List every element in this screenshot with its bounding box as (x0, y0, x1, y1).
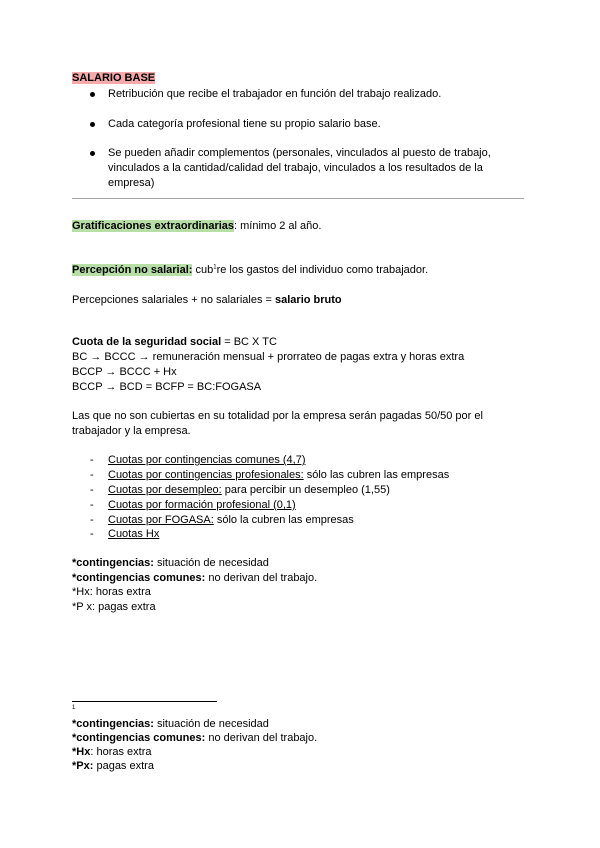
footnote-term: *contingencias: (72, 718, 154, 730)
list-item (108, 468, 449, 482)
salario-base-bullet-3-line-1: Se pueden añadir complementos (personales, vinculados al puesto de trabajo, (108, 147, 491, 159)
dash-marker: - (90, 469, 94, 481)
cuota-desc: sólo la cubren las empresas (213, 514, 354, 526)
list-item (108, 527, 159, 541)
footnote-text: pagas extra (93, 760, 154, 772)
percepcion-line (72, 263, 428, 277)
list-item (108, 483, 390, 497)
cuota-link[interactable]: Cuotas por contingencias comunes (4,7) (108, 454, 306, 466)
cuota-line-2: BCCP → BCCC + Hx (72, 366, 177, 378)
note-term: *contingencias comunes: (72, 572, 206, 584)
cuota-link[interactable]: Cuotas por FOGASA: (108, 514, 214, 526)
gratificaciones-label: Gratificaciones extraordinarias (72, 220, 235, 232)
footnote-line (72, 717, 269, 731)
salario-base-bullet-3-line-3: empresa) (108, 177, 155, 189)
footnote-marker: 1 (72, 705, 76, 711)
footnote-line (72, 731, 317, 745)
percepcion-text-a: cub (192, 264, 214, 276)
note-term: *contingencias: (72, 557, 154, 569)
cuota-label: Cuota de la seguridad social (72, 336, 222, 348)
note-text: no derivan del trabajo. (205, 572, 318, 584)
cubiertas-line-2: trabajador y la empresa. (72, 425, 191, 437)
salario-base-title: SALARIO BASE (72, 72, 156, 84)
salario-base-bullet-2: Cada categoría profesional tiene su propio salario base. (108, 118, 381, 130)
footnote-line (72, 745, 151, 759)
percepcion-label: Percepción no salarial: (72, 264, 193, 276)
cuota-line-3: BCCP → BCD = BCFP = BC:FOGASA (72, 381, 262, 393)
percepciones-line (72, 293, 342, 307)
note-line (72, 571, 317, 585)
note-text: situación de necesidad (153, 557, 269, 569)
cuota-formula: = BC X TC (221, 336, 277, 348)
cuota-line-1: BC → BCCC → remuneración mensual + prorrateo de pagas extra y horas extra (72, 351, 465, 363)
dash-marker: - (90, 514, 94, 526)
footnote-term: *contingencias comunes: (72, 732, 206, 744)
bullet-dot (90, 122, 95, 127)
footnote-separator (72, 701, 217, 702)
cuota-desc: sólo las cubren las empresas (303, 469, 450, 481)
salario-base-bullet-3-line-2: vinculados a la cantidad/calidad del trabajo, vinculados a los resultados de la (108, 162, 483, 174)
footnote-text: situación de necesidad (153, 718, 269, 730)
footnote-reference[interactable]: 1 (213, 264, 217, 271)
note-text: *P x: pagas extra (72, 601, 156, 613)
dash-marker: - (90, 499, 94, 511)
cubiertas-line-1: Las que no son cubiertas en su totalidad por la empresa serán pagadas 50/50 por el (72, 410, 483, 422)
bullet-dot (90, 92, 95, 97)
cuota-desc: para percibir un desempleo (1,55) (221, 484, 390, 496)
dash-marker: - (90, 528, 94, 540)
cuota-heading-line (72, 335, 277, 349)
list-item (108, 498, 296, 512)
salario-base-heading (72, 71, 155, 85)
percepciones-text: Percepciones salariales + no salariales = (72, 294, 276, 306)
note-text: *Hx: horas extra (72, 586, 151, 598)
percepcion-text-b: re los gastos del individuo como trabajador. (216, 264, 429, 276)
horizontal-rule (72, 198, 524, 199)
salario-bruto: salario bruto (275, 294, 342, 306)
cuota-link[interactable]: Cuotas Hx (108, 528, 160, 540)
dash-marker: - (90, 484, 94, 496)
bullet-dot (90, 151, 95, 156)
gratificaciones-line (72, 219, 321, 233)
cuota-link[interactable]: Cuotas por formación profesional (0,1) (108, 499, 296, 511)
footnote-term: *Hx (72, 746, 91, 758)
cuota-link[interactable]: Cuotas por desempleo: (108, 484, 222, 496)
list-item (108, 513, 354, 527)
note-line (72, 600, 156, 614)
footnote-line (72, 759, 154, 773)
note-line (72, 556, 269, 570)
cuota-link[interactable]: Cuotas por contingencias profesionales: (108, 469, 304, 481)
salario-base-bullet-1: Retribución que recibe el trabajador en función del trabajo realizado. (108, 88, 442, 100)
gratificaciones-text: : mínimo 2 al año. (234, 220, 322, 232)
note-line (72, 585, 151, 599)
list-item (108, 453, 306, 467)
dash-marker: - (90, 454, 94, 466)
footnote-text: no derivan del trabajo. (205, 732, 318, 744)
footnote-term: *Px: (72, 760, 94, 772)
footnote-text: : horas extra (90, 746, 152, 758)
